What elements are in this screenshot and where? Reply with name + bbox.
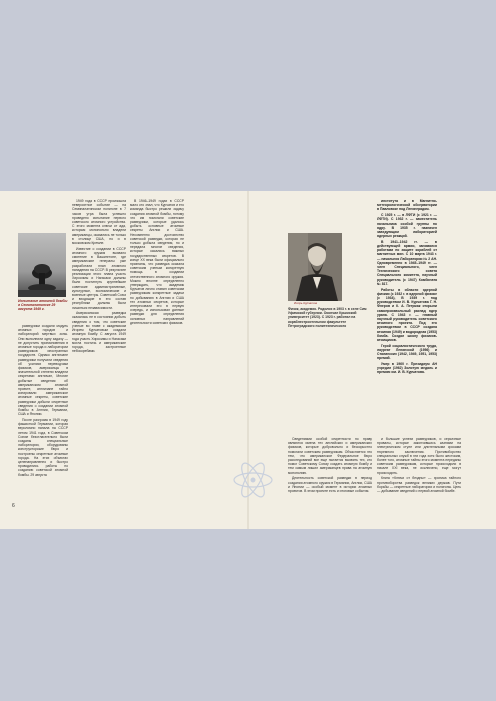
page-number: 6: [12, 503, 15, 509]
right-bio-column: [377, 199, 437, 376]
top-background: [0, 0, 496, 191]
paragraph: 1949 года в СССР произошла невероятное событие — на Семипалатинском полигоне в 7 часов утра была успешно проведено испытание первого советского атомного устройства. С этого момента ключи от ада, которым монопольно владели американцы, оказались не только в столице США, но и в московском Кремле.: [72, 199, 126, 246]
portrait-caption: Физик, академик. Родился в 1903 г. в селе Сим Уфимской губернии. Окончил Крымский университет (1923). С 1923 г. работал на кораблестроительном факультете Петроградского политехнического: [288, 307, 367, 328]
paragraph: Деятельность советской разведки в период создания атомного оружия в Германии, Англии, США и Японии — особый момент в истории атомных проектов. В этом проекте есть и итоговые события.: [288, 476, 372, 493]
kurchatov-portrait: [288, 233, 342, 301]
atomic-test-photo: [18, 233, 66, 297]
portrait-image: [288, 233, 342, 301]
paragraph: В 1941–1942 гг. — в действующей армии, занимался работами по защите кораблей от магнитных мин. С 10 марта 1943 г. — начальник Лаборатории № 2 АН. Одновременно в 1945–1949 гг. — член Специального, член Технического совета Специального комитета, научный руководитель (с 1947) Комбината № 817.: [377, 239, 437, 286]
mushroom-cloud-image: [18, 233, 66, 297]
left-column-2: [72, 199, 126, 355]
paragraph: После разгрома в 1949 году фашисткой Германии, которая вероломно напала на СССР летом 1941 года, в Советском Союзе безотлагательно были созданы специальные лаборатории, оборудованы конструкторские бюро и построены секретные атомные города. На этих объектах целенаправленно и быстро проводились работы по созданию советской атомной бомбы. 29 августа: [18, 417, 68, 477]
paragraph: Работы в области ядерной физики (с 1932 г. в ядерной физике (с 1934), В 1939 г. под руководством И. В. Курчатова Г. Н. Флеров и К. А. Петржак открыли самопроизвольный распад ядер урана. С 1943 г. — главный научный руководитель советского атомного проекта. Под его руководством в СССР создана атомная (1949) и водородная (1953) бомба. Создал школу физиков-атомщиков.: [377, 287, 437, 342]
paragraph: института и в Магнитно-метеорологической обсерватории в Павловске под Ленинградом.: [377, 199, 437, 212]
book-spread: [0, 191, 496, 529]
paragraph: Известие о создании в СССР атомного оружия вызвало смятение в Вашингтоне, где американские генералы уже разработали план атомного нападения на СССР. В результате реализации этого плана участь Хиросимы и Нагасаки должны были постигнуть крупнейшие советские административные, культурные, экономические и военные центры. Советский Союз и входящие в его состав республики должны были лишиться независимости.: [72, 246, 126, 310]
left-column-3: [130, 199, 184, 327]
paragraph: и большие успехи разведчиков, и серьезные провалы, которые закончившись казнями на электрическом стуле или длительными сроками тюремного заключения. Противоборство специальных служб в эти года хотя было жестоким, более того, атомные тайны этого момента переданы советским разведчикам, которые происходили в начале XXI века, не исключено, еще могут происходить.: [377, 437, 461, 475]
atom-watermark-icon: [232, 459, 274, 501]
portrait-label: Игорь Курчатов: [294, 301, 318, 305]
paragraph: разведчики создали модуль атомных городов и лабораторий мертвых зоны. Они выполнили одну задачу — не допустить проникновения в атомные города и лаборатории разведчиков иностранных государств. Однако англичане разведчики получили сведения об усилиях переводчики физиков, американцы в значительной степени владели секретами англичан, Многие добытые сведения об американском атомной проекте, англичане тайно копировали американское атомные секреты, советские разведчики добыли секретные сведения о создании атомной бомбы в Англии, Германии, США и Японии.: [18, 324, 68, 417]
paragraph: Умер в 1960 г. Президиум АН учредил (1962) Золотую медаль и премию им. И. В. Курчатова.: [377, 362, 437, 375]
bomb-photo-caption: Испытание атомной бомбы в Семипалатинске 29 августа 1949 г.: [18, 299, 68, 312]
paragraph: В 1946–1949 годах в СССР мало кто знал, что Курчатов и его команда быстро решили задачу создания атомной бомбы, потому что им помогали советские разведчики, которые удалось добыть основные атомные секреты Англии и США. Несомненно достоинство советской разведки, которая не только добыла сведения, но и передала многие сведения, которые касались важных государственных секретов. В конце XX века были официально признаны, что разведка оказала советским ученым конкретную помощь в создании отечественного атомного оружия. Можно вполне определенно утверждать, что академик Курчатов лично ставил советским разведчикам конкретные задачи по добыванию в Англии и США тех атомных секретов, которые интересовали его в первую очередь, и использовал данные разведки для определения основных направлений деятельности советских физиков.: [130, 199, 184, 325]
left-column-1: [18, 324, 68, 478]
right-column-1: [288, 437, 372, 495]
bottom-background: [0, 529, 496, 701]
paragraph: Американская разведка оказалась не в состоянии добыть сведения о том, что советские ученые во главе с академиком Игорем Курчатовым создали атомную бомбу. С августа 1949 года участь Хиросимы и Нагасаки могла постичь и американские города, застроенные небоскребами.: [72, 311, 126, 354]
right-column-2: [377, 437, 461, 495]
paragraph: С 1925 г. — в ЛФТИ (с 1921 г. — ЛФТИ). С 1932 г. — заместитель начальника особой группы по ядру. В 1935 г. назначен заведующим лабораторией ядерных реакций.: [377, 213, 437, 239]
paragraph: Сведениями особой секретности по праву являются имена тех английских и американских физиков, которые добровольно и бескорыстно помогали советским разведчикам. Объясняется это тем, что американское Федеральное бюро расследований все еще пытается выявить тех, кто помог Советскому Союзу создать атомную бомбу и тем самым лишил американцев права на атомную монополию.: [288, 437, 372, 475]
paragraph: Герой социалистического труда, лауреат Ленинской (1956) и Сталинских (1942, 1949, 1951, 1953) премий.: [377, 343, 437, 361]
paragraph: Книга «Ключи от бездны» — хроника тайного противоборства разведок великих держав. Пути борьбы — секретные лаборатории и полигоны. Цель — добывание сведений о первой атомной бомбе.: [377, 476, 461, 493]
